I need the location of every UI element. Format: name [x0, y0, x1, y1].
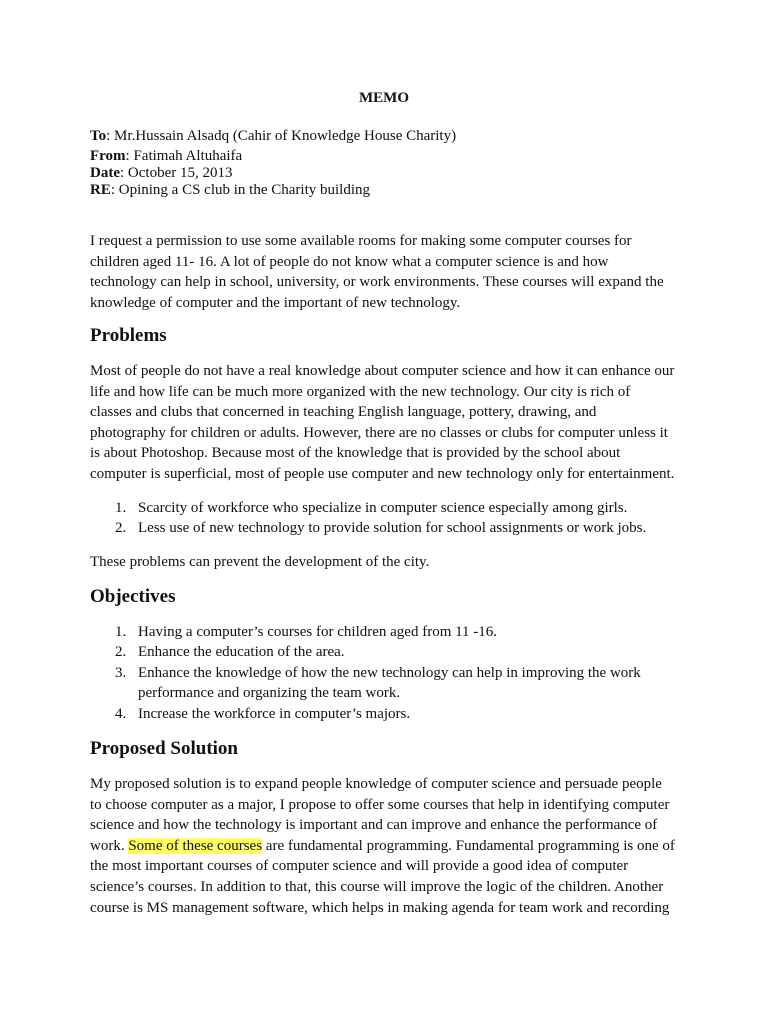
- list-text-line: Enhance the knowledge of how the new technology can help in improving the work: [138, 664, 641, 681]
- solution-line: My proposed solution is to expand people knowledge of computer science and persuade people: [90, 776, 662, 792]
- list-item: [90, 518, 710, 538]
- solution-line: science’s courses. In addition to that, this course will improve the logic of the children. Another: [90, 878, 664, 895]
- list-text: [138, 622, 710, 642]
- memo-re-line: [90, 180, 710, 200]
- problems-list: [90, 498, 710, 539]
- list-number: 2.: [115, 644, 127, 661]
- list-item: [90, 704, 710, 724]
- highlighted-text: Some of these courses: [128, 837, 263, 854]
- problems-line: Most of people do not have a real knowledge about computer science and how it can enhance our: [90, 363, 675, 379]
- problems-paragraph: [90, 361, 690, 485]
- problems-line: computer is superficial, most of people use computer and new technology only for entertainment.: [90, 465, 675, 482]
- problems-line: photography for children or adults. However, there are no classes or clubs for computer unless it: [90, 424, 668, 441]
- list-text: [138, 642, 710, 662]
- list-text: Less use of new technology to provide solution for school assignments or work jobs.: [138, 520, 647, 537]
- memo-from-value: : Fatimah Altuhaifa: [125, 148, 243, 164]
- intro-line: technology can help in school, university, or work environments. These courses will expand the: [90, 274, 664, 291]
- objectives-heading: Objectives: [90, 586, 176, 607]
- list-text-line: performance and organizing the team work.: [138, 685, 401, 702]
- intro-line: I request a permission to use some available rooms for making some computer courses for: [90, 233, 632, 249]
- problems-line: is about Photoshop. Because most of the knowledge that is provided by the school about: [90, 445, 621, 462]
- list-number: 3.: [115, 664, 127, 681]
- problems-line: life and how life can be much more organized with the new technology. Our city is rich of: [90, 383, 631, 400]
- solution-paragraph: [90, 774, 690, 918]
- memo-from-label: From: [90, 148, 126, 164]
- list-text-line: Increase the workforce in computer’s majors.: [138, 705, 411, 722]
- memo-to-line: [90, 126, 710, 146]
- memo-to-label: To: [90, 128, 107, 144]
- problems-line: classes and clubs that concerned in teaching English language, pottery, drawing, and: [90, 404, 597, 421]
- list-text-line: Enhance the education of the area.: [138, 644, 345, 661]
- problems-closing: These problems can prevent the development of the city.: [90, 554, 430, 570]
- list-item: [90, 663, 710, 704]
- solution-line: science and how the technology is important and can improve and enhance the performance of: [90, 817, 658, 834]
- list-text: [138, 663, 710, 704]
- list-item: [90, 642, 710, 662]
- memo-re-label: RE: [90, 182, 111, 198]
- memo-re-value: : Opining a CS club in the Charity building: [110, 182, 370, 198]
- list-text: Scarcity of workforce who specialize in computer science especially among girls.: [138, 500, 628, 516]
- intro-paragraph: [90, 231, 690, 313]
- list-text: [138, 704, 710, 724]
- solution-heading: Proposed Solution: [90, 738, 238, 759]
- solution-line: course is MS management software, which helps in making agenda for team work and recording: [90, 899, 670, 916]
- problems-heading: Problems: [90, 325, 167, 346]
- solution-line: the most important courses of computer science and will provide a good idea of computer: [90, 858, 629, 875]
- intro-line: knowledge of computer and the important of new technology.: [90, 294, 461, 311]
- solution-line-suffix: are fundamental programming. Fundamental programming is one of: [262, 837, 675, 854]
- list-item: [90, 622, 710, 642]
- memo-date-label: Date: [90, 165, 120, 181]
- solution-line: to choose computer as a major, I propose to offer some courses that help in identifying computer: [90, 796, 670, 813]
- memo-title: MEMO: [359, 90, 409, 106]
- solution-line-prefix: work.: [90, 837, 129, 854]
- memo-date-value: : October 15, 2013: [120, 165, 233, 181]
- list-number: 1.: [115, 624, 127, 640]
- memo-to-value: : Mr.Hussain Alsadq (Cahir of Knowledge House Charity): [106, 128, 457, 144]
- list-number: 4.: [115, 705, 127, 722]
- list-text-line: Having a computer’s courses for children aged from 11 -16.: [138, 624, 498, 640]
- solution-line: [90, 836, 690, 857]
- list-item: [90, 498, 710, 518]
- list-number: 2.: [115, 520, 127, 537]
- intro-line: children aged 11- 16. A lot of people do not know what a computer science is and how: [90, 253, 609, 270]
- objectives-list: [90, 622, 710, 724]
- list-number: 1.: [115, 500, 127, 516]
